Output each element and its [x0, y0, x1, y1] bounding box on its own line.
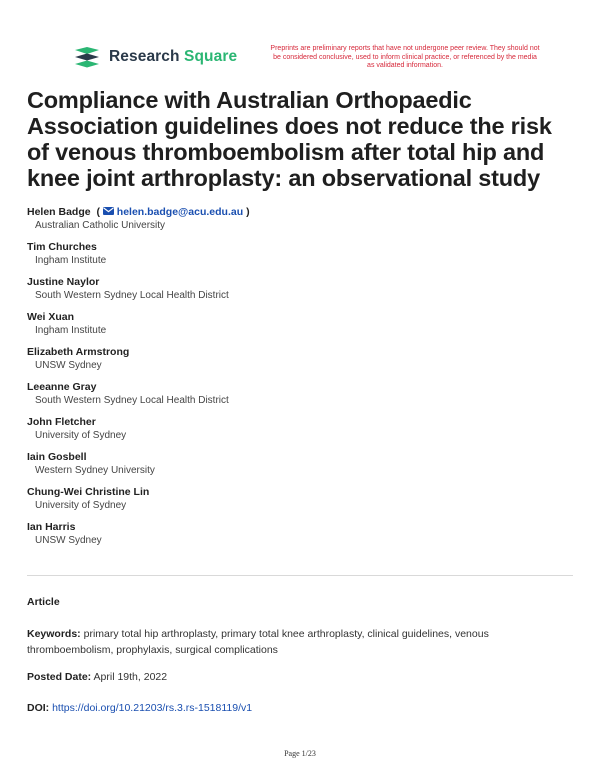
- preprint-disclaimer: Preprints are preliminary reports that have not undergone peer review. They should not be considered conclusive, used to inform clinical practice, or referenced by the media as validated information.: [270, 45, 540, 70]
- author-name: Ian Harris: [27, 521, 76, 533]
- author-entry: [27, 416, 587, 442]
- author-name: Helen Badge: [27, 206, 91, 218]
- author-affiliation: University of Sydney: [35, 500, 127, 511]
- author-entry: [27, 311, 587, 337]
- research-square-logo-icon: [73, 46, 101, 68]
- doi-label: DOI:: [27, 702, 50, 714]
- author-entry: [27, 521, 587, 547]
- author-name: Leeanne Gray: [27, 381, 97, 393]
- paper-title: Compliance with Australian Orthopaedic Association guidelines does not reduce the risk of venous thromboembolism after total hip and knee joint arthroplasty: an observational study: [27, 87, 552, 191]
- author-name: Tim Churches: [27, 241, 97, 253]
- doi-link[interactable]: https://doi.org/10.21203/rs.3.rs-1518119/v1: [52, 702, 253, 714]
- author-name: Wei Xuan: [27, 311, 75, 323]
- posted-date-label: Posted Date:: [27, 671, 92, 683]
- author-entry: [27, 451, 587, 477]
- author-entry: [27, 241, 587, 267]
- author-affiliation: Ingham Institute: [35, 325, 107, 336]
- article-type: Article: [27, 596, 60, 608]
- section-divider: [27, 575, 573, 576]
- author-email-link[interactable]: [103, 206, 246, 218]
- logo-wordmark: Research Square: [109, 48, 238, 65]
- author-email: helen.badge@acu.edu.au: [116, 206, 244, 218]
- author-affiliation: Ingham Institute: [35, 255, 107, 266]
- author-affiliation: Australian Catholic University: [35, 220, 166, 231]
- author-affiliation: UNSW Sydney: [35, 535, 102, 546]
- author-affiliation: UNSW Sydney: [35, 360, 102, 371]
- author-name: Chung-Wei Christine Lin: [27, 486, 150, 498]
- author-entry: [27, 346, 587, 372]
- author-name: Justine Naylor: [27, 276, 100, 288]
- keywords-text: primary total hip arthroplasty, primary total knee arthroplasty, clinical guidelines, venous thromboembolism, prophylaxis, surgical complications: [27, 628, 489, 656]
- author-entry: Helen Badge ( helen.badge@acu.edu.au ) Australian Catholic University: [27, 206, 587, 232]
- author-affiliation: University of Sydney: [35, 430, 127, 441]
- author-affiliation: South Western Sydney Local Health District: [35, 395, 229, 406]
- keywords: [27, 626, 572, 658]
- author-name: John Fletcher: [27, 416, 96, 428]
- author-list: [27, 206, 587, 556]
- author-entry: [27, 486, 587, 512]
- research-square-logo[interactable]: [73, 46, 237, 68]
- author-name: Elizabeth Armstrong: [27, 346, 130, 358]
- posted-date: [27, 671, 167, 683]
- doi: [27, 702, 252, 714]
- author-entry: [27, 381, 587, 407]
- author-entry: [27, 276, 587, 302]
- author-name: Iain Gosbell: [27, 451, 87, 463]
- author-affiliation: South Western Sydney Local Health District: [35, 290, 229, 301]
- page-number: Page 1/23: [284, 749, 316, 758]
- posted-date-value: April 19th, 2022: [93, 671, 168, 683]
- keywords-label: Keywords:: [27, 628, 81, 640]
- author-affiliation: Western Sydney University: [35, 465, 155, 476]
- envelope-icon: [103, 207, 114, 215]
